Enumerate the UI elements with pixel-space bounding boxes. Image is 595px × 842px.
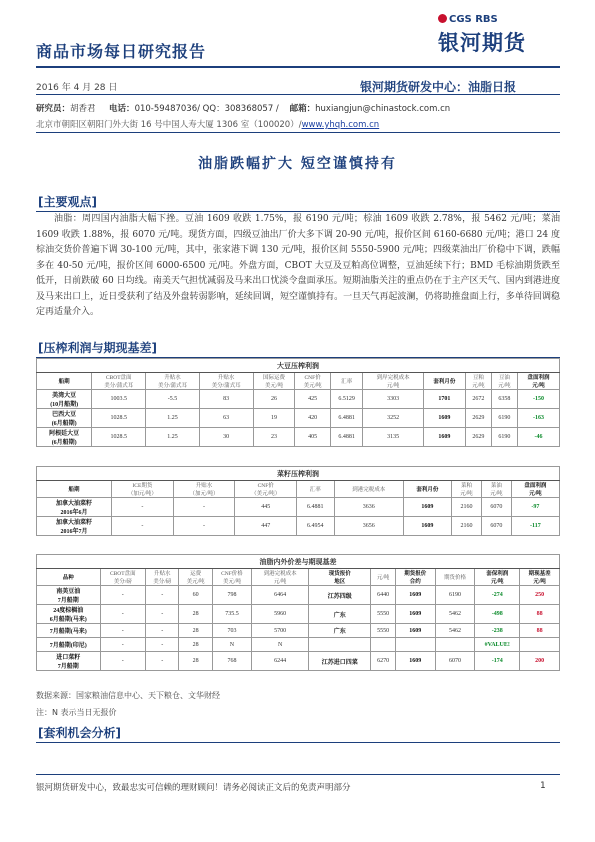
table-header-cell: CNF价格 美元/吨 (212, 569, 251, 586)
table-cell: -174 (475, 652, 520, 671)
table-header-cell: 到港完税成本 (334, 481, 403, 498)
table-cell: 6440 (371, 586, 396, 605)
table-cell (520, 638, 560, 652)
table-cell: 2629 (465, 428, 491, 447)
table-cell: - (146, 586, 179, 605)
table-cell: 6244 (252, 652, 309, 671)
table-header-cell: CNF价 （美元/吨） (235, 481, 297, 498)
table-cell: - (100, 652, 146, 671)
table-cell: 19 (253, 409, 295, 428)
table-cell: 1003.5 (92, 390, 146, 409)
table-cell: 2160 (452, 517, 482, 536)
table-header-cell: 套利月份 (423, 373, 465, 390)
table-caption: 菜籽压榨利润 (37, 467, 560, 481)
main-view-body (36, 212, 560, 321)
table-cell: 1609 (395, 605, 435, 624)
contact-info (36, 102, 450, 114)
table-cell: - (146, 652, 179, 671)
soy-crush-table (36, 358, 560, 447)
table-cell: 1701 (423, 390, 465, 409)
table-header-cell: 升贴水 美分/蒲式耳 (199, 373, 253, 390)
table-cell: 3252 (363, 409, 423, 428)
table-header-cell: 期货报价 合约 (395, 569, 435, 586)
na-note: 注：N 表示当日无报价 (36, 708, 117, 717)
table-cell: 23 (253, 428, 295, 447)
table-header-cell: CBOT盘面 美分/磅 (100, 569, 146, 586)
table-cell: 1609 (395, 624, 435, 638)
table-cell: 广东 (309, 624, 371, 638)
table-cell: 250 (520, 586, 560, 605)
table-cell: 5462 (435, 605, 475, 624)
subheader-divider (36, 94, 560, 95)
table-cell: - (100, 605, 146, 624)
table-header-cell: 期货价格 (435, 569, 475, 586)
table-cell: 447 (235, 517, 297, 536)
table-row (37, 624, 560, 638)
body-paragraph: 油脂：周四国内油脂大幅下挫。豆油 1609 收跌 1.75%，报 6190 元/吨；棕油 1609 收跌 2.78%，报 5462 元/吨；菜油 1609 收跌 1.88%，报 6070 元/吨。现货方面，四级豆油出厂价大多下调 20-90 元/吨，报价区间 6160-6680 元/吨；港口 24 度棕油交货价普遍下调 30-100 元/吨，其中，张家港下调 130 元/吨，报价区间 5550-5900 元/吨；四级菜油出厂价稳中下调，跌幅多在 40-50 元/吨，报价区间 6000-6500 元/吨。外盘方面，CBOT 大豆及豆粕高位调整，豆油延续下行；BMD 毛棕油期货跌至低开，日前跌破 60 日均线。南美天气担忧减弱及马来出口忧淡令盘面承压。短期油脂关注的重点仍在于主产区天气、国内到港进度及马来出口上，近日受获利了结及外盘转弱影响，延续回调，短空谨慎持有。一旦天气再起波澜，仍将助推盘面上行，多单待回调稳定再适量介入。 (36, 214, 560, 317)
table-header-cell: 到岸完税成本 元/吨 (363, 373, 423, 390)
table-header-cell: 升贴水 （加元/吨） (173, 481, 235, 498)
table-cell: 445 (235, 498, 297, 517)
table-cell: 6358 (491, 390, 517, 409)
phone-label: 电话： (109, 104, 135, 114)
table-header-cell: 菜油 元/吨 (481, 481, 511, 498)
table-cell: 进口菜籽 7月船期 (37, 652, 101, 671)
data-source-note: 数据来源：国家粮油信息中心、天下粮仓、文华财经 (36, 691, 220, 700)
table-header-cell: 汇率 (297, 481, 335, 498)
table-cell: 阿根廷大豆 (6月船期) (37, 428, 92, 447)
researcher-label: 研究员： (36, 104, 71, 114)
table-cell: 加拿大油菜籽 2016年6月 (37, 498, 112, 517)
research-center: 银河期货研发中心：油脂日报 (360, 80, 517, 94)
table-cell: 405 (295, 428, 330, 447)
logo-dot-icon (438, 14, 447, 23)
table-cell: 28 (179, 652, 212, 671)
table-cell: 88 (520, 624, 560, 638)
table-cell: 广东 (309, 605, 371, 624)
table-cell: 加拿大油菜籽 2016年7月 (37, 517, 112, 536)
table-header-cell: 升贴水 美分/蒲式耳 (146, 373, 200, 390)
table-cell: 703 (212, 624, 251, 638)
table-cell: 1609 (423, 428, 465, 447)
table-header-cell: ICE期货 （加元/吨） (112, 481, 174, 498)
logo-main-text: 银河期货 (438, 31, 526, 55)
table-cell: 30 (199, 428, 253, 447)
table-cell: 735.5 (212, 605, 251, 624)
table-header-cell: 豆油 元/吨 (491, 373, 517, 390)
table-cell: -117 (511, 517, 559, 536)
table-cell: 1028.5 (92, 428, 146, 447)
table-cell: -274 (475, 586, 520, 605)
table-row (37, 498, 560, 517)
table-header-cell: 船期 (37, 481, 112, 498)
table-cell: 江苏四级 (309, 586, 371, 605)
table-header-cell: 到港完税成本 元/吨 (252, 569, 309, 586)
table-cell: 2672 (465, 390, 491, 409)
table-cell: - (173, 517, 235, 536)
researcher-name: 胡香君 (70, 104, 96, 114)
table-cell: - (112, 517, 174, 536)
table-cell: 巴西大豆 (6月船期) (37, 409, 92, 428)
table-cell: 6.4881 (297, 498, 335, 517)
table-cell: -238 (475, 624, 520, 638)
table-header-cell: 国际运费 美元/吨 (253, 373, 295, 390)
table-header-cell: 套保利润 元/吨 (475, 569, 520, 586)
table-cell: - (173, 498, 235, 517)
table-cell: 28 (179, 624, 212, 638)
table-cell: 1609 (395, 586, 435, 605)
table-cell: 5550 (371, 624, 396, 638)
table-header-cell: 运费 美元/吨 (179, 569, 212, 586)
footer-disclaimer: 银河期货研发中心，致最忠实可信赖的理财顾问！请务必阅读正文后的免责声明部分 (36, 783, 351, 793)
table-header-cell: 盘面利润 元/吨 (517, 373, 559, 390)
table-caption-row (37, 555, 560, 569)
section-margin: [压榨利润与期现基差] (36, 338, 560, 358)
table-cell: 1609 (403, 498, 451, 517)
table-cell: 1609 (403, 517, 451, 536)
table-cell (395, 638, 435, 652)
table-cell: 1028.5 (92, 409, 146, 428)
table-cell: 3135 (363, 428, 423, 447)
table-row (37, 586, 560, 605)
table-cell: 6070 (481, 498, 511, 517)
table-header-cell: 汇率 (330, 373, 363, 390)
table-header-cell: 套利月份 (403, 481, 451, 498)
table-row (37, 652, 560, 671)
table-cell: -498 (475, 605, 520, 624)
table-cell: 1.25 (146, 409, 200, 428)
table-cell: 1609 (395, 652, 435, 671)
table-cell: N (212, 638, 251, 652)
brand-logo (438, 14, 558, 64)
table-row (37, 638, 560, 652)
table-cell: 83 (199, 390, 253, 409)
table-cell: 6464 (252, 586, 309, 605)
table-row (37, 390, 560, 409)
footer-divider (36, 774, 560, 775)
table-header-cell: 现货报价 地区 (309, 569, 371, 586)
table-header-cell: CNF价 美元/吨 (295, 373, 330, 390)
table-cell: 7月船期(马来) (37, 624, 101, 638)
table-cell: -5.5 (146, 390, 200, 409)
table-header-row (37, 373, 560, 390)
table-cell (309, 638, 371, 652)
table-cell: - (100, 638, 146, 652)
table-header-cell: 期现基差 元/吨 (520, 569, 560, 586)
table-cell: 南美豆油 7月船期 (37, 586, 101, 605)
table-cell: 3656 (334, 517, 403, 536)
headline: 油脂跌幅扩大 短空谨慎持有 (198, 156, 397, 172)
table-cell: 28 (179, 638, 212, 652)
table-cell: 24度棕榈油 6月船期(马来) (37, 605, 101, 624)
table-cell: 5550 (371, 605, 396, 624)
table-cell: 6.5129 (330, 390, 363, 409)
table-cell: 28 (179, 605, 212, 624)
table-header-cell: 船期 (37, 373, 92, 390)
table-cell: 6.4954 (297, 517, 335, 536)
table-cell: 88 (520, 605, 560, 624)
table-cell: 2160 (452, 498, 482, 517)
table-cell: 60 (179, 586, 212, 605)
table-cell (371, 638, 396, 652)
table-cell: 5462 (435, 624, 475, 638)
table-cell: 26 (253, 390, 295, 409)
table-cell: 美湾大豆 (10月船期) (37, 390, 92, 409)
report-title: 商品市场每日研究报告 (36, 42, 207, 61)
table-caption: 油脂内外价差与期现基差 (37, 555, 560, 569)
table-cell: 7月船期(印尼) (37, 638, 101, 652)
table-cell: 6190 (491, 428, 517, 447)
table-cell: - (146, 624, 179, 638)
address-divider (36, 132, 560, 133)
table-row (37, 517, 560, 536)
page-number: 1 (540, 781, 546, 791)
table-header-cell: 品种 (37, 569, 101, 586)
table-cell: 1609 (423, 409, 465, 428)
website-link[interactable]: www.yhqh.com.cn (301, 120, 380, 130)
email-label: 邮箱： (289, 104, 316, 114)
table-cell: 6070 (435, 652, 475, 671)
section-main-view: [主要观点] (36, 192, 560, 212)
table-cell: 5700 (252, 624, 309, 638)
table-header-cell: 豆粕 元/吨 (465, 373, 491, 390)
table-header-cell: 盘面利润 元/吨 (511, 481, 559, 498)
table-row (37, 605, 560, 624)
table-cell: - (146, 605, 179, 624)
table-cell: 6190 (435, 586, 475, 605)
table-cell: 798 (212, 586, 251, 605)
table-header-cell: 元/吨 (371, 569, 396, 586)
table-cell: 425 (295, 390, 330, 409)
table-cell: -163 (517, 409, 559, 428)
table-header-row (37, 481, 560, 498)
table-cell: #VALUE! (475, 638, 520, 652)
table-header-cell: 升贴水 美分/磅 (146, 569, 179, 586)
table-cell: -46 (517, 428, 559, 447)
table-header-cell: 菜粕 元/吨 (452, 481, 482, 498)
address-text: 北京市朝阳区朝阳门外大街 16 号中国人寿大厦 1306 室（100020）/ (36, 120, 302, 130)
email-value[interactable]: huxiangjun@chinastock.com.cn (315, 104, 451, 114)
table-cell: - (146, 638, 179, 652)
table-caption-row (37, 359, 560, 373)
table-cell: -150 (517, 390, 559, 409)
header-divider (36, 66, 560, 68)
table-cell: - (100, 586, 146, 605)
table-cell: 1.25 (146, 428, 200, 447)
report-date: 2016 年 4 月 28 日 (36, 83, 118, 93)
table-cell: 6.4881 (330, 409, 363, 428)
table-cell: - (100, 624, 146, 638)
table-row (37, 428, 560, 447)
table-header-row (37, 569, 560, 586)
table-cell: N (252, 638, 309, 652)
oil-spread-table (36, 554, 560, 671)
logo-top-text: CGS RBS (449, 14, 498, 25)
table-row (37, 409, 560, 428)
table-cell: 768 (212, 652, 251, 671)
table-cell: 6270 (371, 652, 396, 671)
table-header-cell: CBOT盘面 美分/蒲式耳 (92, 373, 146, 390)
table-cell: 2629 (465, 409, 491, 428)
table-cell: 200 (520, 652, 560, 671)
table-cell (435, 638, 475, 652)
table-cell: 3303 (363, 390, 423, 409)
table-cell: 3636 (334, 498, 403, 517)
table-cell: 63 (199, 409, 253, 428)
table-cell: 6.4881 (330, 428, 363, 447)
table-caption-row (37, 467, 560, 481)
table-cell: 5960 (252, 605, 309, 624)
address-line (36, 118, 379, 130)
table-cell: 6190 (491, 409, 517, 428)
table-cell: 江苏进口四菜 (309, 652, 371, 671)
table-cell: -97 (511, 498, 559, 517)
table-caption: 大豆压榨利润 (37, 359, 560, 373)
table-cell: 6070 (481, 517, 511, 536)
phone-value: 010-59487036/ QQ：308368057 / (134, 104, 279, 114)
table-cell: - (112, 498, 174, 517)
rape-crush-table (36, 466, 560, 536)
table-cell: 420 (295, 409, 330, 428)
section-arbitrage: [套利机会分析] (36, 723, 560, 743)
